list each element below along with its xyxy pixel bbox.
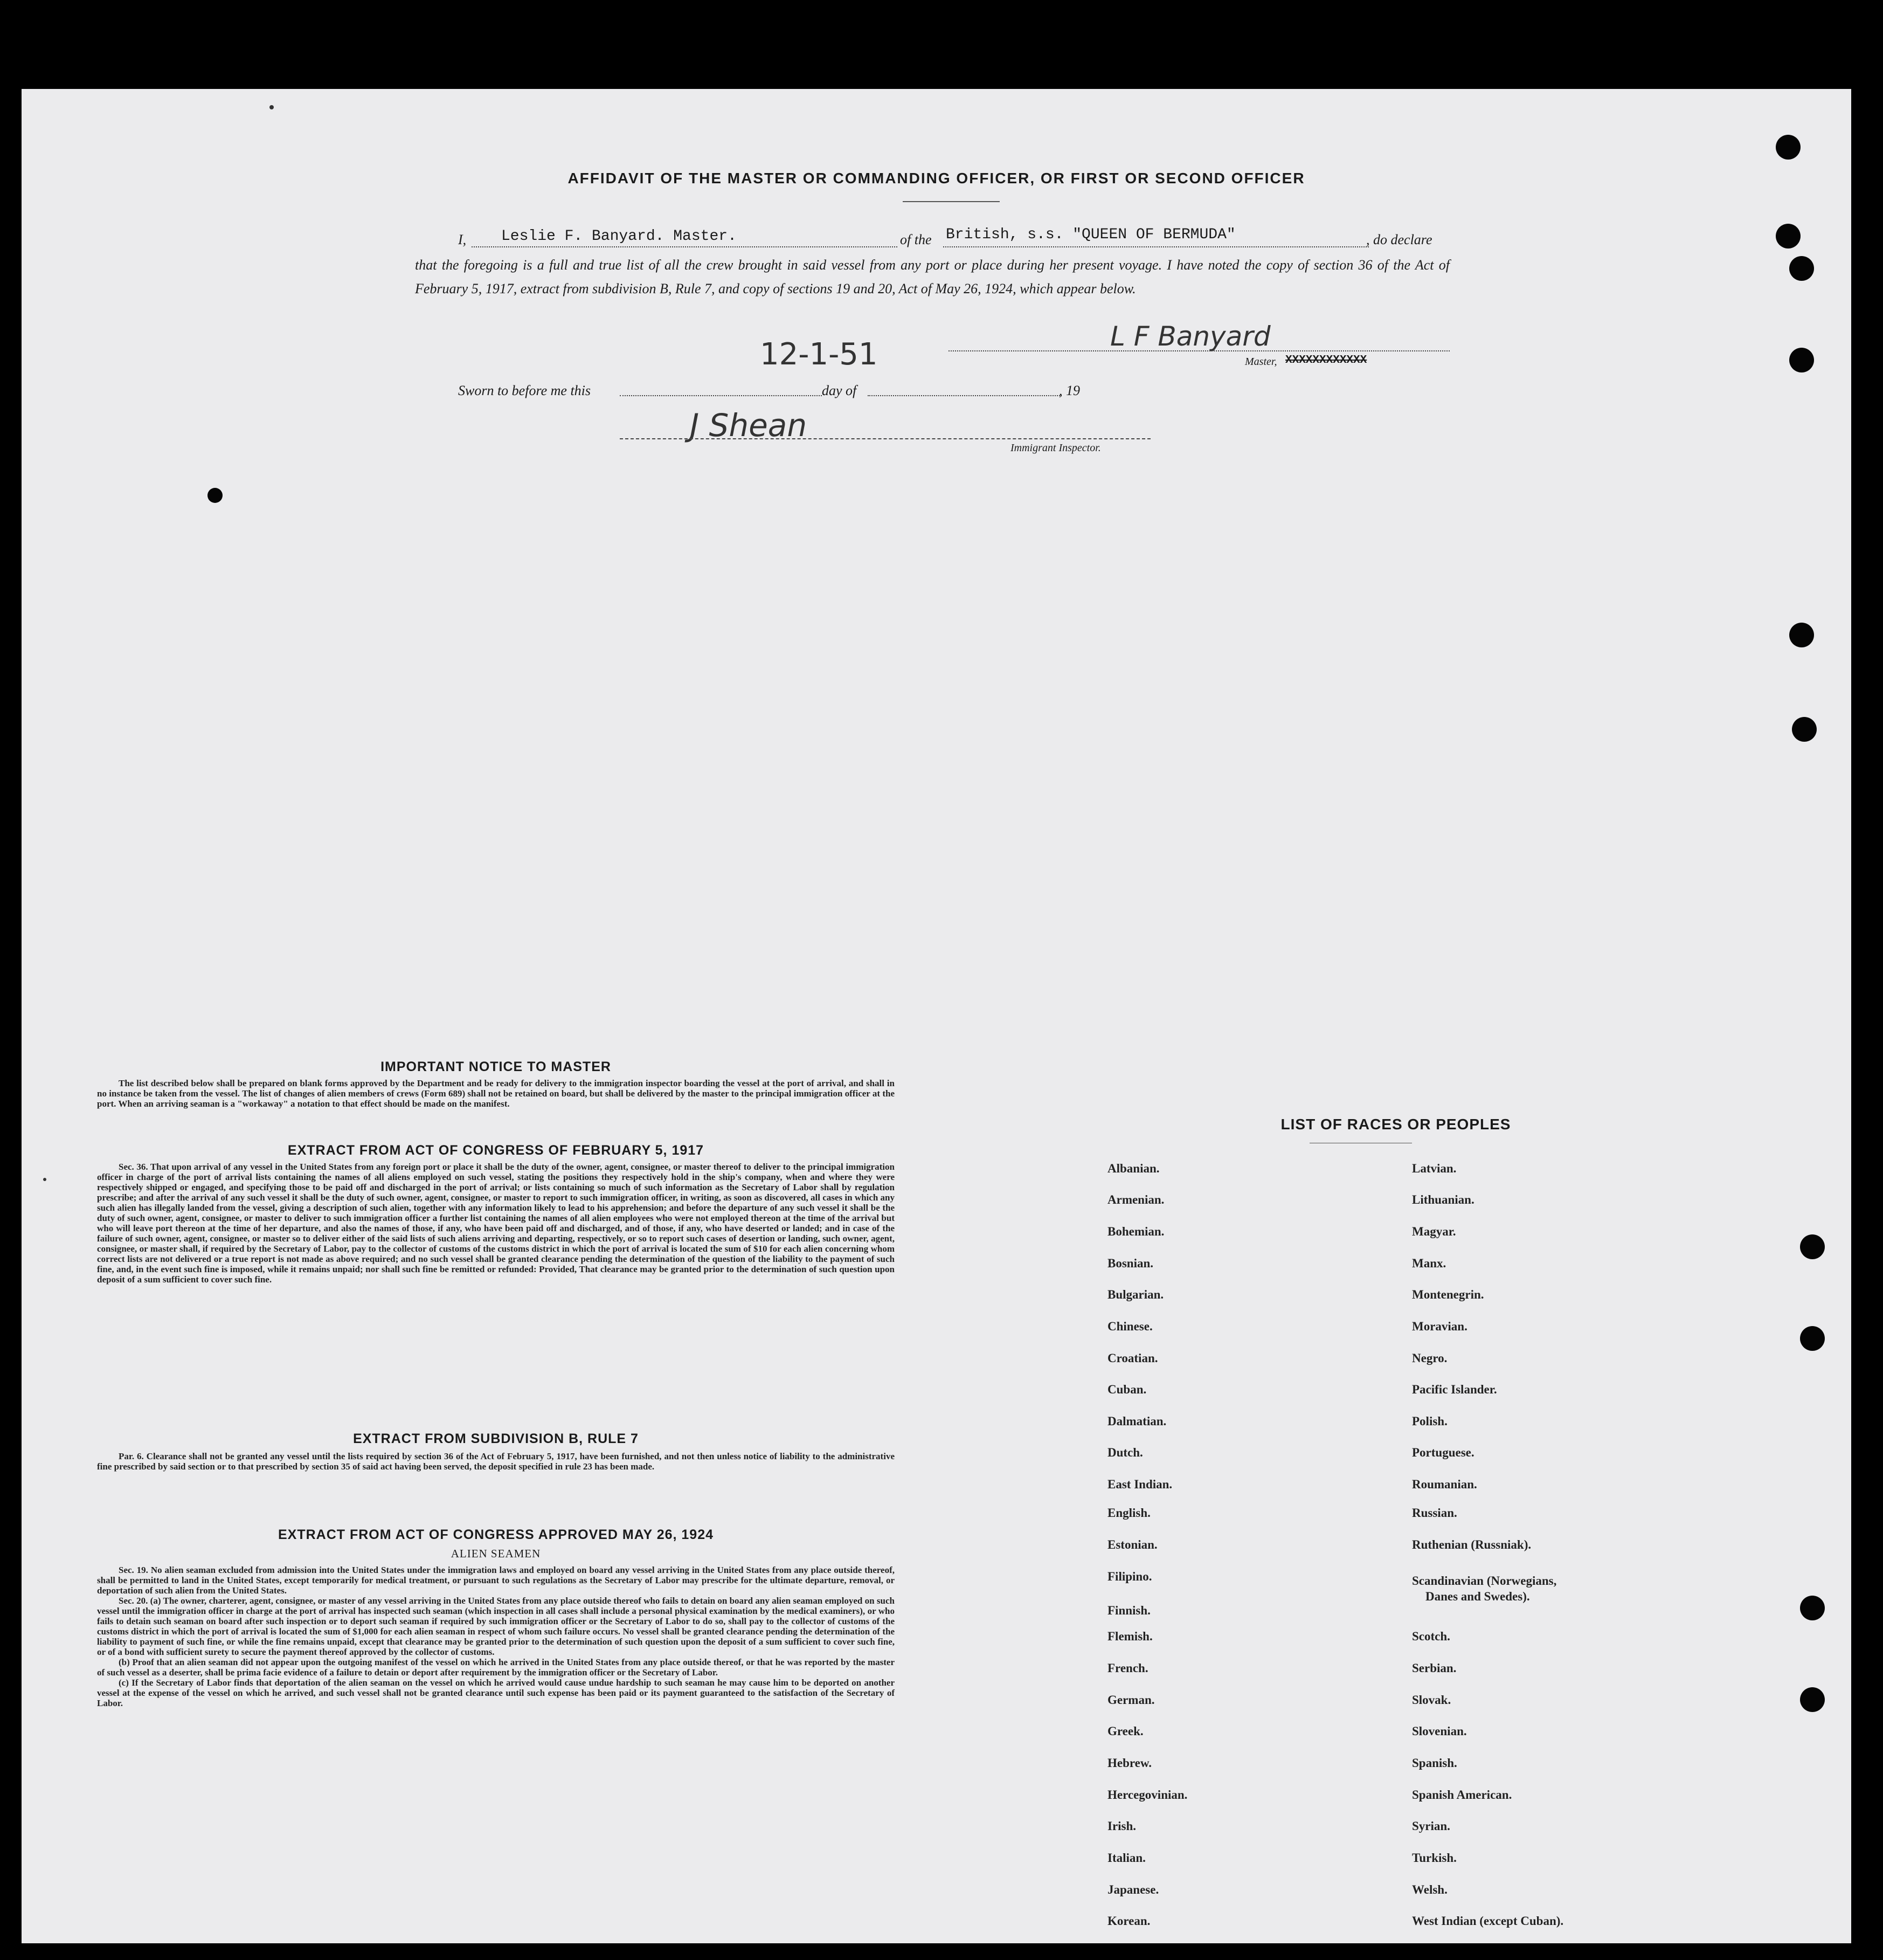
sec-20c: (c) If the Secretary of Labor finds that deportation of the alien seaman on the vessel on which he arrived would cause undue hardship to such seaman he may cause him to be deported on another vessel at the expense of the vessel on which he arrived, and such vessel shall not be granted clearance until such expense has been paid or its payment guaranteed to the satisfaction of the Secretary of Labor. bbox=[97, 1678, 895, 1708]
sec-20a: Sec. 20. (a) The owner, charterer, agent, consignee, or master of any vessel arriving in the United States from any place outside thereof who fails to detain on board any alien seaman employed on such vessel until the immigration officer in charge at the port of arrival has inspected such seaman (which inspection in all cases shall include a personal physical examination by the medical examiners), or who fails to detain such seaman on board after such inspection or to deport such seaman if required by such immigration officer or the Secretary of Labor to do so, shall pay to the collector of customs of the customs district in which the port of arrival is located the sum of $1,000 for each alien seaman in respect of whom such failure occurs. No vessel shall be granted clearance pending the determination of the liability to payment of such fine, or while the fine remains unpaid, except that clearance may be granted prior to the determination of such question upon the deposit of a sum sufficient to cover such fine, or of a bond with sufficient surety to secure the payment thereof approved by the collector of customs. bbox=[97, 1596, 895, 1657]
race-item: Welsh. bbox=[1412, 1883, 1448, 1896]
race-item: Finnish. bbox=[1107, 1604, 1151, 1617]
race-item: Bulgarian. bbox=[1107, 1288, 1164, 1301]
inspector-label: Immigrant Inspector. bbox=[1010, 442, 1101, 454]
notice-title: IMPORTANT NOTICE TO MASTER bbox=[380, 1059, 611, 1074]
race-item: Italian. bbox=[1107, 1851, 1146, 1865]
race-item: Portuguese. bbox=[1412, 1446, 1474, 1459]
of-the-label: of the bbox=[900, 232, 932, 247]
month-line bbox=[868, 395, 1062, 396]
race-item: Hebrew. bbox=[1107, 1756, 1152, 1770]
speck bbox=[269, 105, 274, 109]
master-signature-line bbox=[949, 350, 1450, 351]
race-item: Flemish. bbox=[1107, 1630, 1153, 1643]
rule7-text: Par. 6. Clearance shall not be granted any vessel until the lists required by section 36 of the Act of February 5, 1917, have been furnished, and not then unless notice of liability to the administrative fine prescribed by said section or to that prescribed by section 35 of said act having been served, the deposit specified in rule 23 has been made. bbox=[97, 1451, 895, 1472]
race-item: Bosnian. bbox=[1107, 1257, 1154, 1270]
race-item: Spanish. bbox=[1412, 1756, 1457, 1770]
extract-1924-title: EXTRACT FROM ACT OF CONGRESS APPROVED MAY 26, 1924 bbox=[278, 1527, 714, 1542]
alien-seamen-subtitle: ALIEN SEAMEN bbox=[451, 1547, 541, 1560]
race-item: Pacific Islander. bbox=[1412, 1383, 1497, 1396]
race-item: Armenian. bbox=[1107, 1193, 1165, 1206]
speck bbox=[43, 1178, 46, 1181]
affidavit-title: AFFIDAVIT OF THE MASTER OR COMMANDING OFFICER, OR FIRST OR SECOND OFFICER bbox=[567, 170, 1305, 187]
punch-hole bbox=[1800, 1326, 1825, 1351]
race-item: Dutch. bbox=[1107, 1446, 1143, 1459]
race-item: Filipino. bbox=[1107, 1570, 1152, 1583]
document-page bbox=[22, 89, 1851, 1943]
race-item: Hercegovinian. bbox=[1107, 1788, 1188, 1802]
inspector-signature: J Shean bbox=[690, 407, 807, 444]
race-item: West Indian (except Cuban). bbox=[1412, 1914, 1564, 1928]
extract-1917-text: Sec. 36. That upon arrival of any vessel in the United States from any foreign port or place it shall be the duty of the owner, agent, consignee, or master thereof to deliver to the principal immigration officer in charge of the port of arrival lists containing the names of all aliens employed on such vessel, stating the positions they respectively hold in the ship's company, when and where they were respectively shipped or engaged, and specifying those to be paid off and discharged in the port of arrival; or lists containing so much of such information as the Secretary of Labor shall by regulation prescribe; and after the arrival of any such vessel it shall be the duty of such owner, agent, consignee, or master to report to such immigration officer, in writing, as soon as discovered, all cases in which any such alien has illegally landed from the vessel, giving a description of such alien, together with any information likely to lead to his apprehension; and before the departure of any such vessel it shall be the duty of such owner, agent, consignee, or master to deliver to such immigration officer a further list containing the names of all alien employees who were not employed thereon at the time of the arrival but who will leave port thereon at the time of her departure, and also the names of those, if any, who have been paid off and discharged, and of those, if any, who have deserted or landed; and in case of the failure of such owner, agent, consignee, or master so to deliver either of the said lists of such aliens arriving and departing, respectively, or so to report such cases of desertion or landing, such owner, agent, consignee, or master shall, if required by the Secretary of Labor, pay to the collector of customs of the customs district in which the port of arrival is located the sum of $10 for each alien concerning whom correct lists are not delivered or a true report is not made as above required; and no such vessel shall be granted clearance pending the determination of the question of the liability to the payment of such fine, and, in the event such fine is imposed, while it remains unpaid; nor shall such fine be remitted or refunded: Provided, That clearance may be granted prior to the determination of such question upon deposit of a sum sufficient to cover such fine. bbox=[97, 1162, 895, 1285]
punch-hole bbox=[1789, 256, 1814, 281]
race-item: Dalmatian. bbox=[1107, 1414, 1167, 1428]
inspector-signature-line bbox=[620, 438, 1151, 439]
race-item: Negro. bbox=[1412, 1351, 1448, 1365]
year-label: , 19 bbox=[1059, 383, 1080, 398]
punch-hole bbox=[1776, 224, 1801, 249]
race-item: German. bbox=[1107, 1693, 1155, 1707]
race-item: Moravian. bbox=[1412, 1320, 1467, 1333]
punch-hole bbox=[1800, 1234, 1825, 1259]
punch-hole bbox=[1800, 1687, 1825, 1712]
race-item: Greek. bbox=[1107, 1724, 1144, 1738]
race-item: Slovenian. bbox=[1412, 1724, 1467, 1738]
master-signature: L F Banyard bbox=[1110, 321, 1271, 352]
day-line bbox=[620, 395, 822, 396]
rule7-title: EXTRACT FROM SUBDIVISION B, RULE 7 bbox=[353, 1431, 639, 1446]
master-name-field[interactable]: Leslie F. Banyard. Master. bbox=[501, 228, 737, 245]
declaration-text: that the foregoing is a full and true list of all the crew brought in said vessel from any port or place during her present voyage. I have noted the copy of section 36 of the Act of February 5, 1917, extract from subdivision B, Rule 7, and copy of sections 19 and 20, Act of May 26, 1924, which appear below. bbox=[415, 257, 1450, 296]
race-item: Polish. bbox=[1412, 1414, 1448, 1428]
race-item: Turkish. bbox=[1412, 1851, 1457, 1865]
race-item: Japanese. bbox=[1107, 1883, 1159, 1896]
race-item: Spanish American. bbox=[1412, 1788, 1512, 1802]
race-item: Bohemian. bbox=[1107, 1225, 1165, 1238]
punch-hole bbox=[1789, 348, 1814, 372]
punch-hole bbox=[1776, 135, 1801, 160]
race-item: French. bbox=[1107, 1661, 1148, 1675]
race-item: Lithuanian. bbox=[1412, 1193, 1474, 1206]
race-item: Ruthenian (Russniak). bbox=[1412, 1538, 1532, 1551]
extract-1924-text bbox=[97, 1565, 895, 1708]
race-item: Korean. bbox=[1107, 1914, 1151, 1928]
punch-hole bbox=[1792, 717, 1817, 742]
races-title: LIST OF RACES OR PEOPLES bbox=[1280, 1116, 1511, 1133]
race-item: Syrian. bbox=[1412, 1819, 1450, 1833]
race-item: Magyar. bbox=[1412, 1225, 1456, 1238]
punch-hole bbox=[207, 488, 223, 503]
day-of-label: day of bbox=[822, 383, 857, 398]
race-item: English. bbox=[1107, 1506, 1151, 1520]
vessel-line bbox=[943, 246, 1369, 247]
name-line bbox=[472, 246, 897, 247]
sec-19: Sec. 19. No alien seaman excluded from admission into the United States under the immigration laws and employed on board any vessel arriving in the United States from any place outside thereof, shall be permitted to land in the United States, except temporarily for medical treatment, or pursuant to such regulations as the Secretary of Labor may prescribe for the ultimate departure, removal, or deportation of such alien from the United States. bbox=[97, 1565, 895, 1596]
race-item: Latvian. bbox=[1412, 1162, 1457, 1175]
race-item: Albanian. bbox=[1107, 1162, 1160, 1175]
race-item: Russian. bbox=[1412, 1506, 1457, 1520]
struck-title: XXXXXXXXXXXX bbox=[1285, 354, 1367, 367]
race-item: Croatian. bbox=[1107, 1351, 1158, 1365]
title-rule bbox=[903, 201, 1000, 202]
do-declare-label: , do declare bbox=[1366, 232, 1432, 247]
race-item: Slovak. bbox=[1412, 1693, 1451, 1707]
master-label: Master, bbox=[1245, 356, 1277, 368]
punch-hole bbox=[1800, 1596, 1825, 1620]
race-item: Cuban. bbox=[1107, 1383, 1147, 1396]
race-item: Irish. bbox=[1107, 1819, 1137, 1833]
race-item: East Indian. bbox=[1107, 1478, 1173, 1491]
race-item: Serbian. bbox=[1412, 1661, 1457, 1675]
race-item: Estonian. bbox=[1107, 1538, 1158, 1551]
race-item: Roumanian. bbox=[1412, 1478, 1477, 1491]
date-handwritten: 12-1-51 bbox=[760, 337, 878, 372]
sworn-label: Sworn to before me this bbox=[458, 383, 591, 398]
vessel-field[interactable]: British, s.s. "QUEEN OF BERMUDA" bbox=[946, 226, 1236, 243]
extract-1917-title: EXTRACT FROM ACT OF CONGRESS OF FEBRUARY 5, 1917 bbox=[287, 1143, 704, 1158]
punch-hole bbox=[1789, 623, 1814, 647]
notice-text: The list described below shall be prepared on blank forms approved by the Department and be ready for delivery to the immigration inspector boarding the vessel at the port of arrival, and shall in no instance be taken from the vessel. The list of changes of alien members of crews (Form 689) shall not be retained on board, but shall be delivered by the master to the principal immigration officer at the port. When an arriving seaman is a "workaway" a notation to that effect should be made on the manifest. bbox=[97, 1078, 895, 1109]
race-item: Danes and Swedes). bbox=[1425, 1590, 1530, 1603]
race-item: Montenegrin. bbox=[1412, 1288, 1484, 1301]
race-item: Manx. bbox=[1412, 1257, 1446, 1270]
race-item: Scotch. bbox=[1412, 1630, 1450, 1643]
race-item: Scandinavian (Norwegians, bbox=[1412, 1574, 1557, 1588]
i-label: I, bbox=[458, 232, 467, 247]
sec-20b: (b) Proof that an alien seaman did not appear upon the outgoing manifest of the vessel on which he arrived in the United States from any place outside thereof, or that he was reported by the master of such vessel as a deserter, shall be prima facie evidence of a failure to detain or deport after requirement by the immigration officer or the Secretary of Labor. bbox=[97, 1657, 895, 1678]
race-item: Chinese. bbox=[1107, 1320, 1153, 1333]
